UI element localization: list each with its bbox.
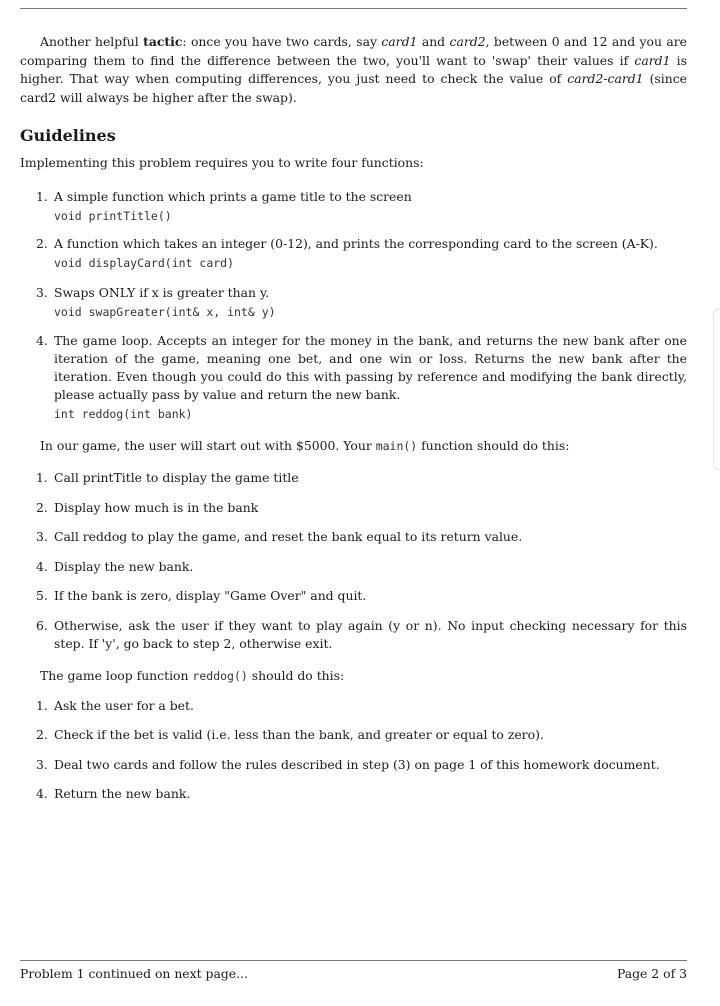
list-item: [36, 332, 687, 423]
list-item: [36, 284, 687, 321]
item-text: [54, 284, 687, 321]
item-number: 2.: [36, 236, 48, 251]
list-item: [36, 587, 687, 605]
list-item: [36, 235, 687, 272]
function-signature: void displayCard(int card): [54, 256, 235, 270]
list-item: [36, 469, 687, 487]
list-item: [36, 756, 687, 774]
item-description: Check if the bet is valid (i.e. less than the bank, and greater or equal to zero).: [54, 727, 544, 742]
item-text: [54, 499, 687, 517]
item-text: [54, 188, 687, 225]
item-description: Otherwise, ask the user if they want to play again (y or n). No input checking necessary for this step. If 'y', go back to step 2, otherwise exit.: [54, 618, 687, 651]
list-item: [36, 697, 687, 715]
item-number: 1.: [36, 189, 48, 204]
item-number: 3.: [36, 285, 48, 300]
item-number: 4.: [36, 786, 48, 801]
item-text: [54, 469, 687, 487]
item-text: [54, 558, 687, 576]
item-number: 2.: [36, 727, 48, 742]
item-text: [54, 528, 687, 546]
loop-intro: The game loop function reddog() should do this:: [40, 668, 345, 683]
item-text: [54, 697, 687, 715]
item-description: A simple function which prints a game title to the screen: [54, 189, 412, 204]
item-number: 4.: [36, 559, 48, 574]
item-description: Call printTitle to display the game title: [54, 470, 299, 485]
footer-page-number: Page 2 of 3: [616, 966, 687, 981]
item-number: 6.: [36, 618, 48, 633]
item-text: [54, 756, 687, 774]
scrollbar[interactable]: [713, 308, 720, 470]
item-text: [54, 332, 687, 423]
list-item: [36, 528, 687, 546]
item-description: Display how much is in the bank: [54, 500, 259, 515]
guidelines-intro: Implementing this problem requires you to write four functions:: [20, 155, 424, 170]
list-item: [36, 558, 687, 576]
item-number: 2.: [36, 500, 48, 515]
intro-paragraph: Another helpful tactic: once you have two cards, say card1 and card2, between 0 and 12 and you are comparing them to find the difference between the two, you'll want to 'swap' their values if card1 is higher. That way when computing differences, you just need to check the value of card2-card1 (since card2 will always be higher after the swap).: [20, 34, 687, 105]
item-text: [54, 587, 687, 605]
list-item: [36, 785, 687, 803]
item-description: The game loop. Accepts an integer for the money in the bank, and returns the new bank after one iteration of the game, meaning one bet, and one win or loss. Returns the new bank after the iteration. Even though you could do this with passing by reference and modifying the bank directly, please actually pass by value and return the new bank.: [54, 333, 687, 402]
item-description: If the bank is zero, display "Game Over" and quit.: [54, 588, 367, 603]
guidelines-heading: Guidelines: [20, 126, 116, 145]
list-item: [36, 499, 687, 517]
function-signature: void printTitle(): [54, 209, 172, 223]
item-number: 4.: [36, 333, 48, 348]
item-description: Display the new bank.: [54, 559, 194, 574]
item-description: Return the new bank.: [54, 786, 191, 801]
item-description: Call reddog to play the game, and reset the bank equal to its return value.: [54, 529, 523, 544]
function-signature: int reddog(int bank): [54, 407, 193, 421]
list-item: [36, 726, 687, 744]
item-text: [54, 617, 687, 653]
footer-continued: Problem 1 continued on next page...: [20, 966, 248, 981]
item-number: 3.: [36, 529, 48, 544]
item-number: 1.: [36, 698, 48, 713]
list-item: [36, 617, 687, 653]
footer-rule: [20, 960, 687, 961]
item-description: Swaps ONLY if x is greater than y.: [54, 285, 270, 300]
function-signature: void swapGreater(int& x, int& y): [54, 305, 276, 319]
item-text: [54, 785, 687, 803]
item-text: [54, 726, 687, 744]
item-number: 5.: [36, 588, 48, 603]
item-description: A function which takes an integer (0-12), and prints the corresponding card to the screen (A-K).: [54, 236, 658, 251]
item-number: 1.: [36, 470, 48, 485]
item-text: [54, 235, 687, 272]
item-description: Deal two cards and follow the rules described in step (3) on page 1 of this homework document.: [54, 757, 660, 772]
item-number: 3.: [36, 757, 48, 772]
header-rule: [20, 8, 687, 9]
main-intro: In our game, the user will start out with $5000. Your main() function should do this:: [40, 438, 570, 453]
list-item: [36, 188, 687, 225]
item-description: Ask the user for a bet.: [54, 698, 194, 713]
